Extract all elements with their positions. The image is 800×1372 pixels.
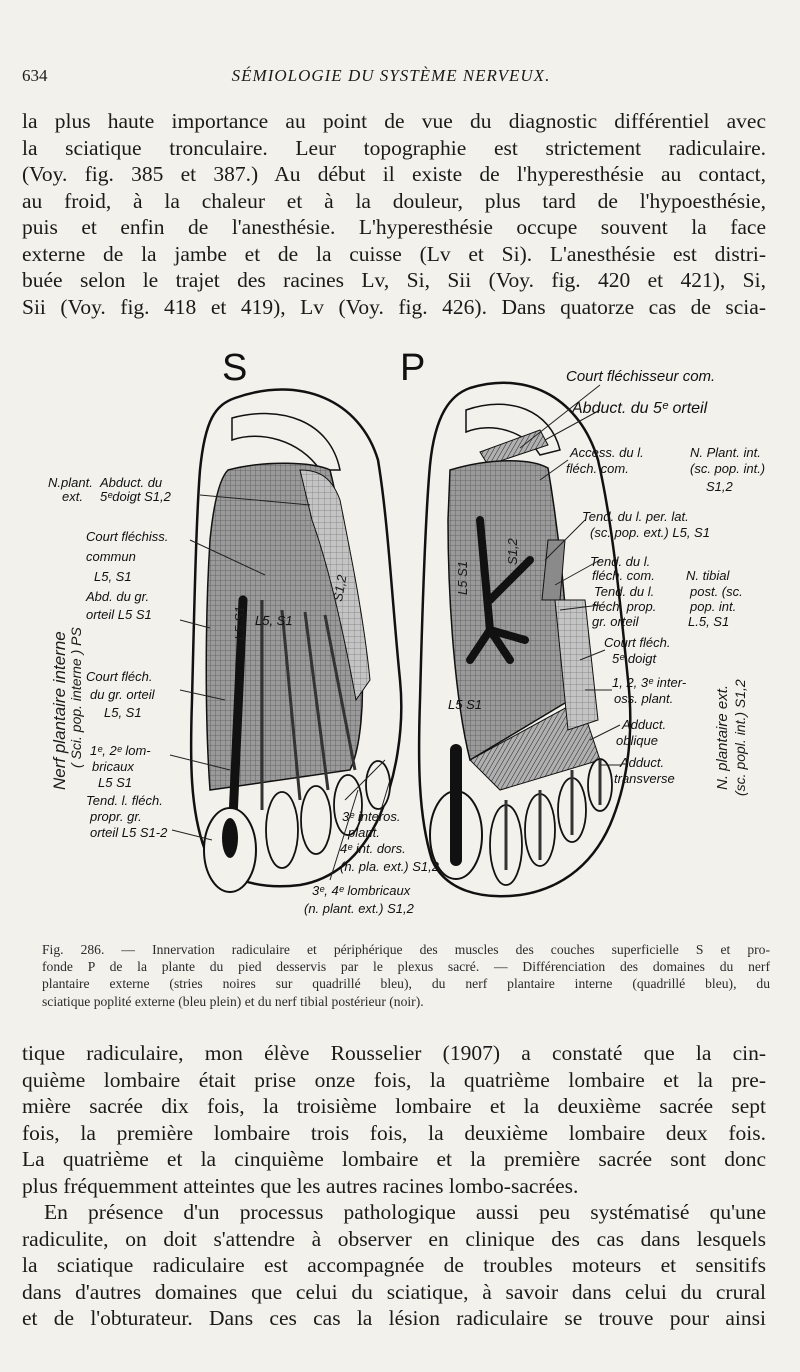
label-orteil-l5s1: orteil L5 S1 — [86, 607, 152, 622]
label-lombricaux-2: bricaux — [92, 759, 134, 774]
label-interos-2: plant. — [348, 825, 380, 840]
text-line: Sii (Voy. fig. 418 et 419), Lv (Voy. fig. 426). Dans quatorze cas de scia- — [22, 294, 766, 319]
text-line: et de l'obturateur. Dans ces cas la lésion radiculaire se trouve pour ainsi — [22, 1306, 766, 1330]
label-adduct-oblique-2: oblique — [616, 733, 658, 748]
label-abd-du-gr: Abd. du gr. — [86, 589, 150, 604]
label-nerf-plantaire-interne: Nerf plantaire interne — [50, 631, 69, 790]
label-tend-flech-2: propr. gr. — [90, 809, 142, 824]
label-tend-flech-3: orteil L5 S1-2 — [90, 825, 168, 840]
text-line: En présence d'un processus pathologique aussi peu systématisé qu'une — [44, 1200, 766, 1224]
page-number: 634 — [22, 66, 48, 85]
text-line: externe de la jambe et de la cuisse (Lv et Si). L'anesthésie est distri- — [22, 241, 766, 266]
label-inter-oss-1: 1, 2, 3ᵉ inter- — [612, 675, 687, 690]
text-line: plus fréquemment atteintes que les autres racines lombo-sacrées. — [22, 1173, 579, 1198]
label-commun: commun — [86, 549, 136, 564]
text-line: radiculite, on doit s'attendre à observer en clinique des cas dans lesquels — [22, 1226, 766, 1251]
text-line: la sciatique radiculaire est accompagnée de troubles moteurs et sensitifs — [22, 1253, 766, 1277]
text-line: la sciatique tronculaire. Leur topographie est strictement radiculaire. — [22, 135, 766, 160]
text-line: au froid, à la chaleur et à la douleur, plus tard de l'hypoesthésie, — [22, 188, 766, 213]
label-abduct-du-2: 5ᵉdoigt S1,2 — [100, 489, 171, 504]
text-line: dans d'autres domaines que celui du sciatique, à savoir dans celui du crural — [22, 1279, 766, 1304]
label-court-flechiss: Court fléchiss. — [86, 529, 169, 544]
caption-line: sciatique poplité externe (bleu plein) et du nerf tibial postérieur (noir). — [42, 993, 424, 1009]
text-line: buée selon le trajet des racines Lv, Si, Sii (Voy. fig. 420 et 421), Si, — [22, 268, 766, 292]
text-line: puis et enfin de l'anesthésie. L'hyperesthésie occupe souvent la face — [22, 215, 766, 239]
label-tend-du-l-per: Tend. du l. per. lat. — [582, 509, 689, 524]
panel-label-p: P — [400, 347, 426, 389]
label-tend-du-l-2: Tend. du l. — [594, 584, 655, 599]
label-s12-right: S1,2 — [706, 479, 733, 494]
label-l5s1-c: L.5, S1 — [688, 614, 730, 629]
label-interos-4: (n. pla. ext.) S1,2 — [340, 859, 439, 874]
text-line: fois, la première lombaire trois fois, la deuxième lombaire deux fois. — [22, 1120, 766, 1145]
label-abduct-du-5: Abduct. du 5ᵉ orteil — [572, 400, 708, 417]
label-s-s12: S1,2 — [330, 573, 350, 603]
label-p-l5s1-b: L5 S1 — [448, 697, 482, 712]
label-lombricaux-b-2: (n. plant. ext.) S1,2 — [304, 901, 414, 916]
text-line: la plus haute importance au point de vue du diagnostic différentiel avec — [22, 109, 766, 133]
label-pop-int: pop. int. — [690, 599, 737, 614]
text-line: quième lombaire était prise onze fois, la quatrième lombaire et la pre- — [22, 1067, 766, 1092]
figure-caption — [42, 941, 770, 1010]
label-court-flech-5: Court fléch. — [604, 635, 671, 650]
label-lombricaux-3: L5 S1 — [98, 775, 132, 790]
label-adduct-transverse-1: Adduct. — [620, 755, 665, 770]
label-tend-flech-1: Tend. l. fléch. — [86, 793, 163, 808]
label-sc-popl-int: (sc. popl. int.) S1,2 — [732, 679, 748, 796]
label-n-plant-ext: N.plant. — [48, 475, 93, 490]
label-du-gr-orteil: du gr. orteil — [90, 687, 155, 702]
label-l5s1-b: L5, S1 — [104, 705, 142, 720]
label-sci-pop-interne: ( Sci. pop. interne ) PS — [68, 627, 84, 768]
label-access-du-l: Access. du l. — [570, 445, 644, 460]
label-s-l5s1-b: L5, S1 — [255, 613, 293, 628]
label-lombricaux-1: 1ᵉ, 2ᵉ lom- — [90, 743, 151, 758]
label-court-flech: Court fléch. — [86, 669, 153, 684]
text-line: (Voy. fig. 385 et 387.) Au début il existe de l'hyperesthésie au contact, — [22, 162, 766, 186]
label-interos-1: 3ᵉ interos. — [342, 809, 401, 824]
paragraph-bottom — [22, 1040, 766, 1332]
running-title: SÉMIOLOGIE DU SYSTÈME NERVEUX. — [231, 66, 551, 85]
label-sc-pop-ext: (sc. pop. ext.) L5, S1 — [590, 525, 710, 540]
label-flech-com-2: fléch. com. — [592, 568, 655, 583]
label-post-sc: post. (sc. — [690, 584, 743, 599]
panel-label-s: S — [222, 347, 248, 389]
label-doigt-5: 5ᵉ doigt — [612, 651, 657, 666]
label-flech-com: fléch. com. — [566, 461, 629, 476]
label-gr-orteil: gr. orteil — [592, 614, 639, 629]
label-adduct-oblique-1: Adduct. — [622, 717, 667, 732]
caption-line: fonde P de la plante du pied desservis par le plexus sacré. — Différenciation des domaines du nerf — [42, 959, 770, 975]
label-n-plant-ext-2: ext. — [62, 489, 83, 504]
caption-line: plantaire externe (stries noires sur quadrillé bleu), du nerf plantaire interne (quadrillé bleu), du — [42, 976, 770, 992]
caption-line: Fig. 286. — Innervation radiculaire et périphérique des muscles des couches superficielle S et pro- — [42, 942, 770, 957]
label-tend-du-l: Tend. du l. — [590, 554, 651, 569]
text-line: mière sacrée dix fois, la troisième lombaire et la deuxième sacrée sept — [22, 1094, 766, 1118]
label-s-l5s1: L5 S1 — [232, 606, 247, 640]
text-line: La quatrième et la cinquième lombaire et la première sacrée sont donc — [22, 1147, 766, 1171]
label-n-tibial: N. tibial — [686, 568, 730, 583]
label-abduct-du: Abduct. du — [100, 475, 163, 490]
text-line: tique radiculaire, mon élève Rousselier (1907) a constaté que la cin- — [22, 1041, 766, 1065]
label-adduct-transverse-2: transverse — [614, 771, 675, 786]
label-l5s1-a: L5, S1 — [94, 569, 132, 584]
label-inter-oss-2: oss. plant. — [614, 691, 674, 706]
label-n-plant-int: N. Plant. int. — [690, 445, 761, 460]
label-court-flechisseur-com: Court fléchisseur com. — [566, 368, 716, 385]
label-interos-3: 4ᵉ int. dors. — [340, 841, 406, 856]
label-lombricaux-b-1: 3ᵉ, 4ᵉ lombricaux — [312, 883, 411, 898]
label-n-plantaire-ext: N. plantaire ext. — [714, 684, 731, 790]
label-flech-prop: fléch. prop. — [592, 599, 657, 614]
label-sc-pop-int: (sc. pop. int.) — [690, 461, 766, 476]
label-p-l5s1: L5 S1 — [455, 561, 470, 595]
label-p-s12: S1,2 — [505, 538, 520, 565]
